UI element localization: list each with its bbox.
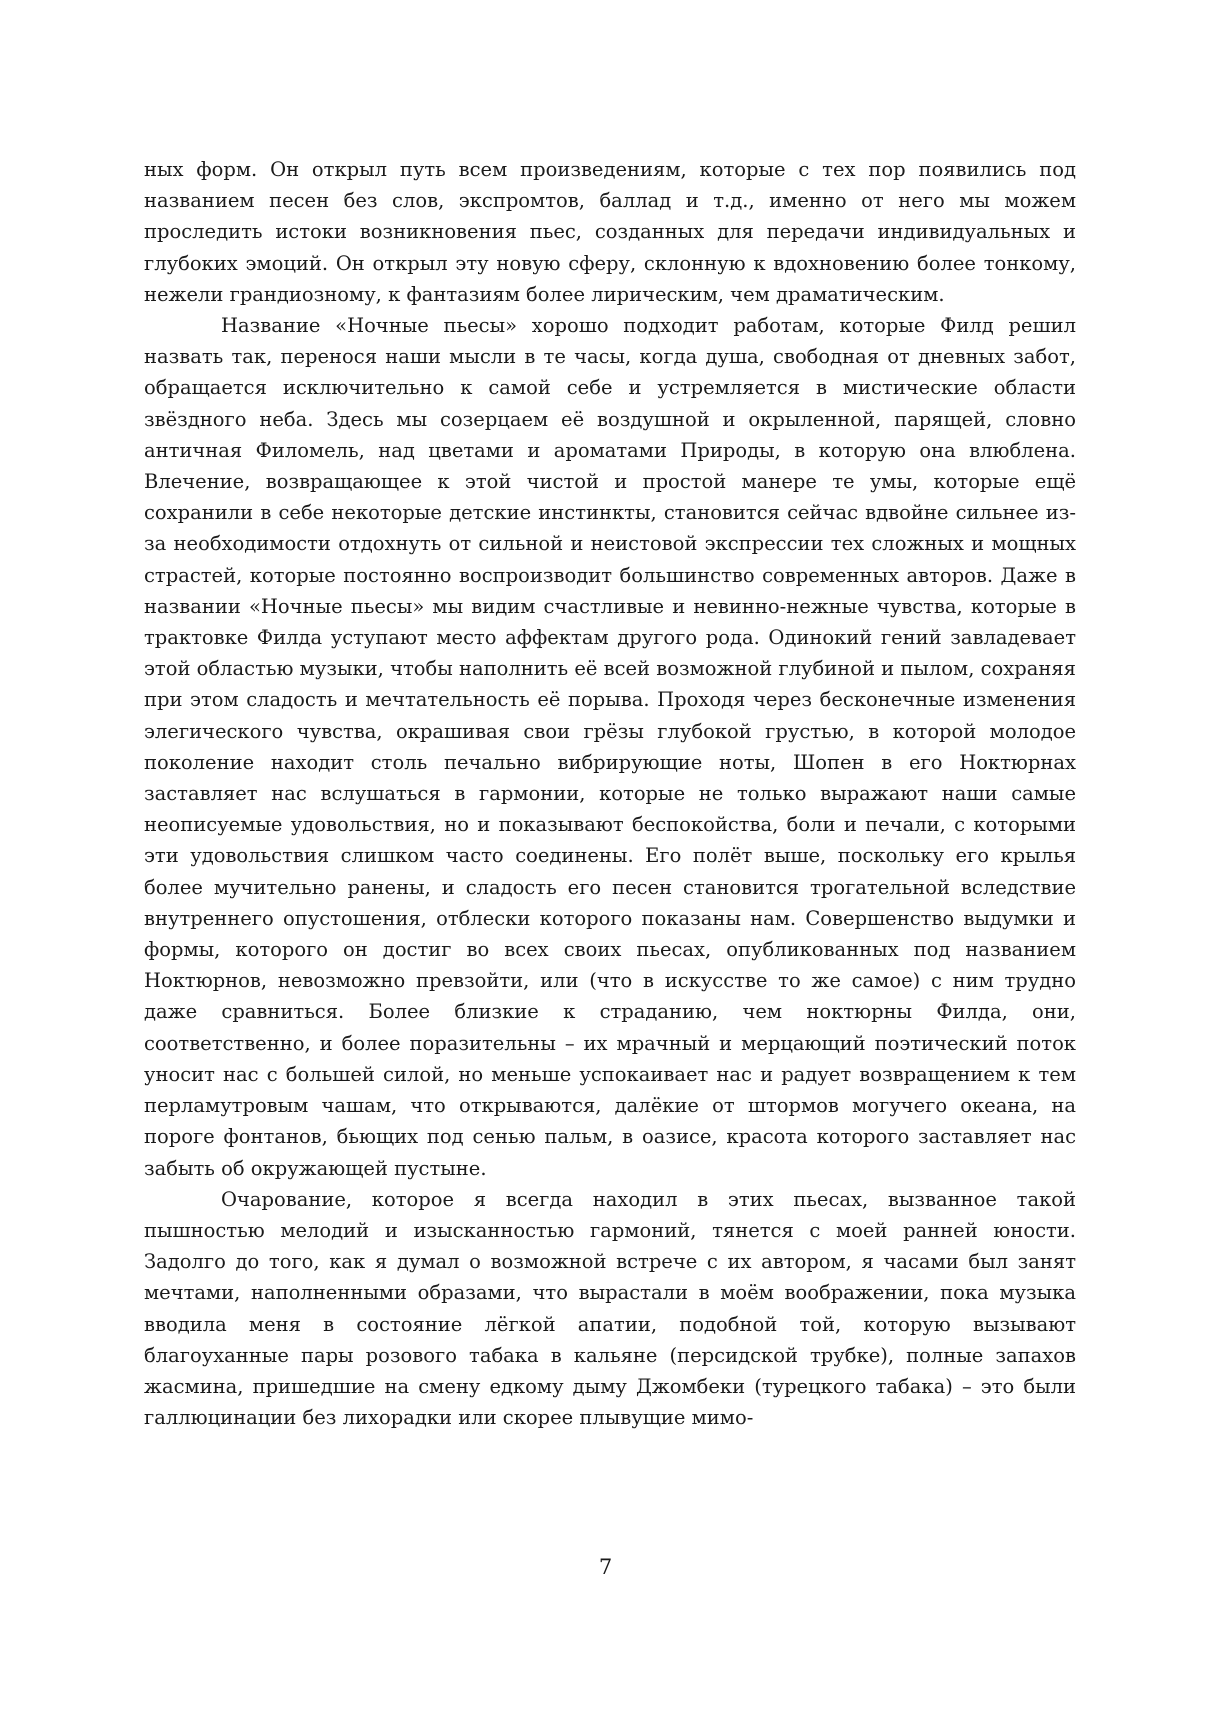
paragraph-2: Название «Ночные пьесы» хорошо подходит работам, которые Филд решил назвать так, перенося наши мысли в те часы, когда душа, свободная от дневных забот, обращается исключительно к самой себе и устремляется в мистические области звёздного неба. Здесь мы созерцаем её воздушной и окрыленной, парящей, словно античная Филомель, над цветами и ароматами Природы, в которую она влюблена. Влечение, возвращающее к этой чистой и простой манере те умы, которые ещё сохранили в себе некоторые детские инстинкты, становится сейчас вдвойне сильнее из-за необходимости отдохнуть от сильной и неистовой экспрессии тех сложных и мощных страстей, которые постоянно воспроизводит большинство современных авторов. Даже в названии «Ночные пьесы» мы видим счастливые и невинно-нежные чувства, которые в трактовке Филда уступают место аффектам другого рода. Одинокий гений завладевает этой областью музыки, чтобы наполнить её всей возможной глубиной и пылом, сохраняя при этом сладость и мечтательность её порыва. Проходя через бесконечные изменения элегического чувства, окрашивая свои грёзы глубокой грустью, в которой молодое поколение находит столь печально вибрирующие ноты, Шопен в его Ноктюрнах заставляет нас вслушаться в гармонии, которые не только выражают наши самые неописуемые удовольствия, но и показывают беспокойства, боли и печали, с которыми эти удовольствия слишком часто соединены. Его полёт выше, поскольку его крылья более мучительно ранены, и сладость его песен становится трогательной вследствие внутреннего опустошения, отблески которого показаны нам. Совершенство выдумки и формы, которого он достиг во всех своих пьесах, опубликованных под названием Ноктюрнов, невозможно превзойти, или (что в искусстве то же самое) с ним трудно даже сравниться. Более близкие к страданию, чем ноктюрны Филда, они, соответственно, и более поразительны – их мрачный и мерцающий поэтический поток уносит нас с большей силой, но меньше успокаивает нас и радует возвращением к тем перламутровым чашам, что открываются, далёкие от штормов могучего океана, на пороге фонтанов, бьющих под сенью пальм, в оазисе, красота которого заставляет нас забыть об окружающей пустыне. [144, 314, 1076, 1180]
page-text-block [144, 154, 1076, 1433]
paragraph-1: ных форм. Он открыл путь всем произведениям, которые с тех пор появились под названием песен без слов, экспромтов, баллад и т.д., именно от него мы можем проследить истоки возникновения пьес, созданных для передачи индивидуальных и глубоких эмоций. Он открыл эту новую сферу, склонную к вдохновению более тонкому, нежели грандиозному, к фантазиям более лирическим, чем драматическим. [144, 158, 1076, 306]
paragraph-3: Очарование, которое я всегда находил в этих пьесах, вызванное такой пышностью мелодий и изысканностью гармоний, тянется с моей ранней юности. Задолго до того, как я думал о возможной встрече с их автором, я часами был занят мечтами, наполненными образами, что вырастали в моём воображении, пока музыка вводила меня в состояние лёгкой апатии, подобной той, которую вызывают благоуханные пары розового табака в кальяне (персидской трубке), полные запахов жасмина, пришедшие на смену едкому дыму Джомбеки (турецкого табака) – это были галлюцинации без лихорадки или скорее плывущие мимо- [144, 1187, 1076, 1430]
page-number: 7 [598, 1555, 613, 1579]
